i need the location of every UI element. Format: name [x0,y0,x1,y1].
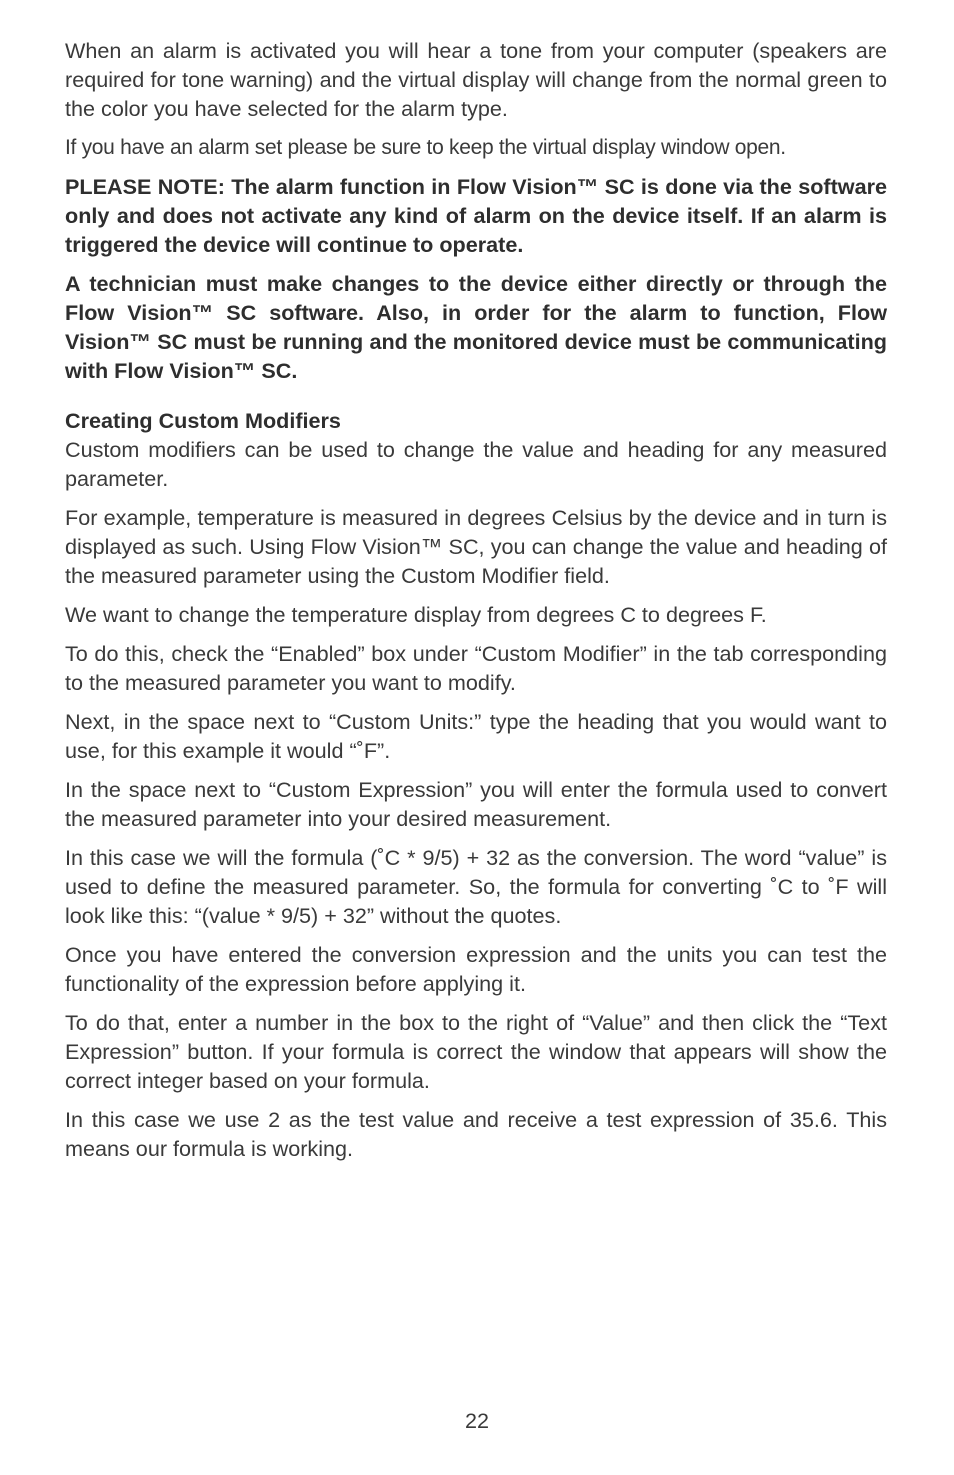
section-paragraph: To do that, enter a number in the box to the right of “Value” and then click the “Text Expression” button. If your formula is correct the window that appears will show the correct integer based on your formula. [65,1010,887,1093]
page-number: 22 [464,1408,490,1433]
section-paragraph: To do this, check the “Enabled” box under “Custom Modifier” in the tab corresponding to the measured parameter you want to modify. [65,641,887,695]
section-paragraph: Next, in the space next to “Custom Units:” type the heading that you would want to use, for this example it would “˚F”. [65,709,887,763]
alarm-tone-paragraph: When an alarm is activated you will hear a tone from your computer (speakers are required for tone warning) and the virtual display will change from the normal green to the color you have selected for the alarm type. [65,38,887,121]
section-paragraph: In the space next to “Custom Expression” you will enter the formula used to convert the measured parameter into your desired measurement. [65,777,887,831]
technician-note-paragraph: A technician must make changes to the device either directly or through the Flow Vision™ SC software. Also, in order for the alarm to function, Flow Vision™ SC must be running and the monitored device must be communicating with Flow Vision™ SC. [65,271,887,383]
section-paragraph: In this case we use 2 as the test value and receive a test expression of 35.6. This means our formula is working. [65,1107,887,1161]
document-page [65,36,887,1173]
section-heading: Creating Custom Modifiers [65,408,341,433]
section-paragraph: For example, temperature is measured in degrees Celsius by the device and in turn is displayed as such. Using Flow Vision™ SC, you can change the value and heading of the measured parameter using the Custom Modifier field. [65,505,887,588]
section-paragraph: In this case we will the formula (˚C * 9/5) + 32 as the conversion. The word “value” is used to define the measured parameter. So, the formula for converting ˚C to ˚F will look like this: “(value * 9/5) + 32” without the quotes. [65,845,887,928]
alarm-window-paragraph: If you have an alarm set please be sure to keep the virtual display window open. [65,136,786,159]
please-note-paragraph: PLEASE NOTE: The alarm function in Flow Vision™ SC is done via the software only and does not activate any kind of alarm on the device itself. If an alarm is triggered the device will continue to operate. [65,174,887,257]
section-paragraph: Once you have entered the conversion expression and the units you can test the functionality of the expression before applying it. [65,942,887,996]
section-paragraph: We want to change the temperature display from degrees C to degrees F. [65,602,767,627]
section-paragraph: Custom modifiers can be used to change the value and heading for any measured parameter. [65,437,887,491]
